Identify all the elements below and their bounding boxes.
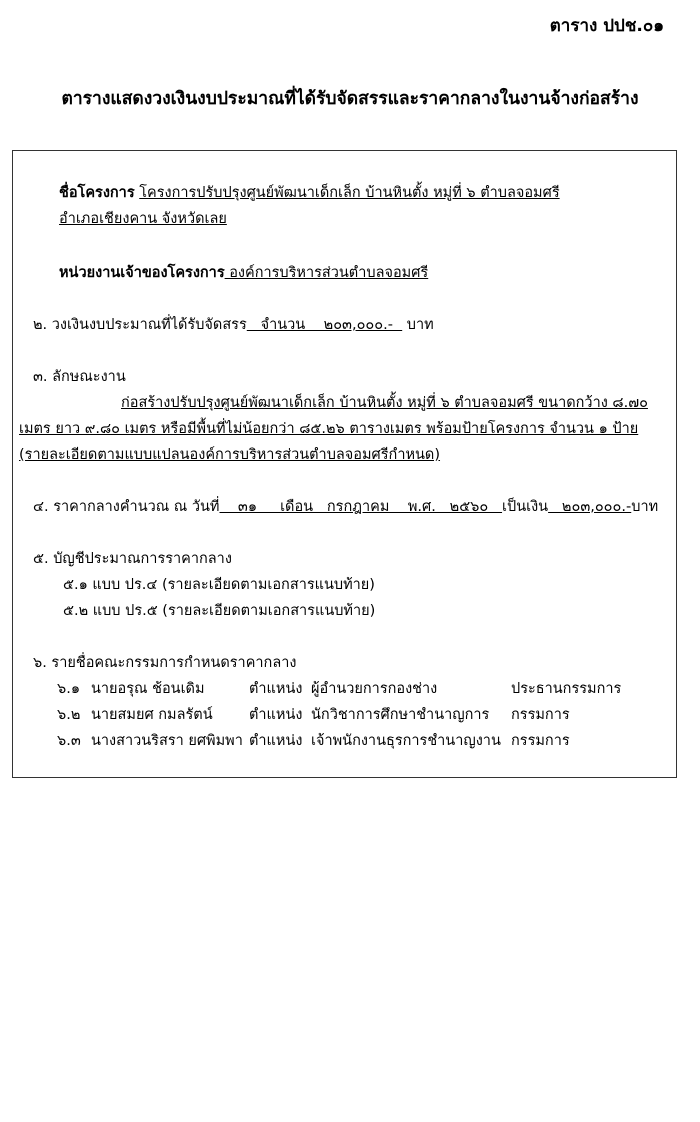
estimates-label: ๕. บัญชีประมาณการราคากลาง bbox=[33, 551, 232, 567]
committee-member-pos-label: ตำแหน่ง bbox=[249, 733, 303, 749]
committee-member-role: ประธานกรรมการ bbox=[511, 681, 622, 697]
committee-member-position: นักวิชาการศึกษาชำนาญการ bbox=[311, 707, 490, 723]
median-price-unit: บาท bbox=[631, 499, 659, 515]
project-name-label: ชื่อโครงการ bbox=[59, 185, 135, 201]
median-price-amount: ๒๐๓,๐๐๐.- bbox=[548, 499, 632, 515]
work-line3: (รายละเอียดตามแบบแปลนองค์การบริหารส่วนตำบลจอมศรีกำหนด) bbox=[19, 447, 441, 463]
committee-member-no: ๖.๑ bbox=[57, 681, 81, 697]
work-label: ๓. ลักษณะงาน bbox=[33, 369, 126, 385]
work-line1: ก่อสร้างปรับปรุงศูนย์พัฒนาเด็กเล็ก บ้านหินตั้ง หมู่ที่ ๖ ตำบลจอมศรี ขนาดกว้าง ๘.๗๐ bbox=[121, 395, 648, 411]
project-name-line2: อำเภอเชียงคาน จังหวัดเลย bbox=[59, 211, 227, 227]
committee-member-pos-label: ตำแหน่ง bbox=[249, 707, 303, 723]
work-line2: เมตร ยาว ๙.๘๐ เมตร หรือมีพื้นที่ไม่น้อยกว่า ๘๕.๒๖ ตารางเมตร พร้อมป้ายโครงการ จำนวน ๑ ป้าย bbox=[19, 421, 639, 437]
project-owner-value: องค์การบริหารส่วนตำบลจอมศรี bbox=[224, 265, 429, 281]
committee-member-role: กรรมการ bbox=[511, 707, 570, 723]
estimate-item: ๕.๒ แบบ ปร.๕ (รายละเอียดตามเอกสารแนบท้าย) bbox=[63, 603, 376, 619]
document-title: ตารางแสดงวงเงินงบประมาณที่ได้รับจัดสรรและราคากลางในงานจ้างก่อสร้าง bbox=[61, 89, 639, 109]
median-price-label: ๔. ราคากลางคำนวณ ณ วันที่ bbox=[33, 499, 220, 515]
committee-member-pos-label: ตำแหน่ง bbox=[249, 681, 303, 697]
content-frame bbox=[12, 150, 677, 778]
project-name-row bbox=[59, 181, 560, 204]
estimate-item: ๕.๑ แบบ ปร.๔ (รายละเอียดตามเอกสารแนบท้าย) bbox=[63, 577, 375, 593]
project-name-line1: โครงการปรับปรุงศูนย์พัฒนาเด็กเล็ก บ้านหินตั้ง หมู่ที่ ๖ ตำบลจอมศรี bbox=[139, 185, 560, 201]
committee-label: ๖. รายชื่อคณะกรรมการกำหนดราคากลาง bbox=[33, 655, 297, 671]
budget-amount: จำนวน ๒๐๓,๐๐๐.- bbox=[246, 317, 403, 333]
committee-member-position: ผู้อำนวยการกองช่าง bbox=[311, 681, 438, 697]
budget-unit: บาท bbox=[402, 317, 434, 333]
committee-member-no: ๖.๓ bbox=[57, 733, 81, 749]
median-price-date: ๓๑ เดือน กรกฎาคม พ.ศ. ๒๕๖๐ bbox=[219, 499, 503, 515]
project-owner-label: หน่วยงานเจ้าของโครงการ bbox=[59, 265, 225, 281]
form-code: ตาราง ปปช.๐๑ bbox=[549, 16, 664, 36]
median-price-mid: เป็นเงิน bbox=[502, 499, 549, 515]
committee-member-role: กรรมการ bbox=[511, 733, 570, 749]
median-price-row bbox=[33, 495, 658, 518]
budget-row bbox=[33, 313, 434, 336]
committee-member-name: นายอรุณ ช้อนเดิม bbox=[91, 681, 205, 697]
committee-member-position: เจ้าพนักงานธุรการชำนาญงาน bbox=[311, 733, 501, 749]
committee-member-no: ๖.๒ bbox=[57, 707, 81, 723]
budget-label: ๒. วงเงินงบประมาณที่ได้รับจัดสรร bbox=[33, 317, 247, 333]
committee-member-name: นายสมยศ กมลรัตน์ bbox=[91, 707, 213, 723]
committee-member-name: นางสาวนริสรา ยศพิมพา bbox=[91, 733, 243, 749]
project-owner-row bbox=[59, 261, 428, 284]
